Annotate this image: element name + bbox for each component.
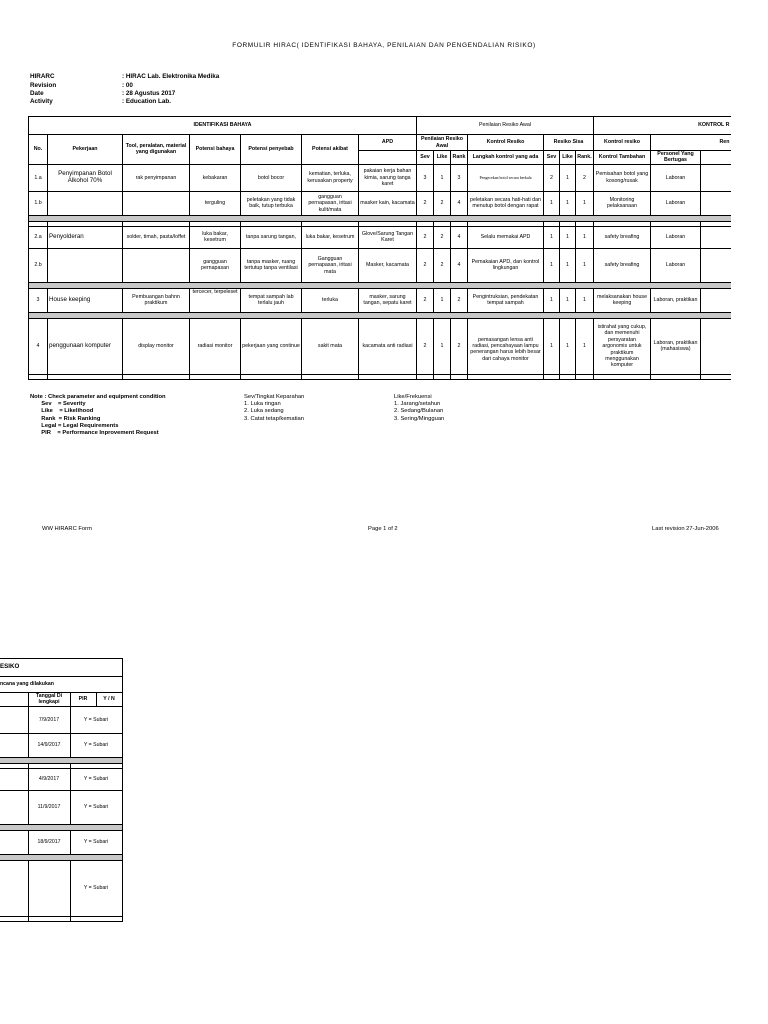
cell-sev2: 1 <box>544 318 560 374</box>
cell-rank2: 1 <box>576 191 594 215</box>
notes-likelihood: Like/Frekuensi 1. Jarang/setahun 2. Sedang/Bulanan 3. Sering/Mingguan <box>394 394 445 422</box>
cell-tool <box>123 248 190 282</box>
cell-like: 1 <box>434 288 451 312</box>
col-apd: APD <box>359 135 417 151</box>
cell-personel: Laboran, praktikan <box>651 288 701 312</box>
cell-sev: 3 <box>417 164 434 191</box>
cell-rank: 2 <box>451 318 468 374</box>
cell-like2: 1 <box>560 318 576 374</box>
cell-bahaya: tercecer, terpeleset <box>190 288 241 312</box>
col-like: Like <box>434 151 451 165</box>
cell-like: 2 <box>434 226 451 248</box>
cell-akibat: luka bakar, kesetrum <box>302 226 359 248</box>
cell-like: 1 <box>434 164 451 191</box>
col-potensi-akibat: Potensi akibat <box>302 135 359 165</box>
cell-apd: masker, sarung tangan, sepatu karet <box>359 288 417 312</box>
cell-bahaya: kebakaran <box>190 164 241 191</box>
cell-tambahan: Monitoring pelaksanaan <box>594 191 651 215</box>
col-potensi-penyebab: Potensi penyebab <box>241 135 302 165</box>
cell-bahaya: radiasi monitor <box>190 318 241 374</box>
page2-row <box>0 733 122 757</box>
hirarc-table <box>28 116 731 380</box>
cell-langkah: Pemakaian APD, dan kontrol lingkungan <box>468 248 544 282</box>
table-row <box>29 226 731 248</box>
col-langkah: Langkah kontrol yang ada <box>468 151 544 165</box>
cell-pekerjaan: penggunaan komputer <box>48 318 123 374</box>
cell-sev: 2 <box>417 288 434 312</box>
col-resiko-sisa: Resiko Sisa <box>544 135 594 151</box>
cell-rank2: 1 <box>576 226 594 248</box>
page2-yn: Y = Subari <box>70 790 122 824</box>
cell-like: 2 <box>434 248 451 282</box>
cell-penyebab: tanpa sarung tangan, <box>241 226 302 248</box>
header-kontrol: KONTROL R <box>594 117 731 135</box>
cell-sev: 2 <box>417 226 434 248</box>
cell-langkah: pemasangan lensa anti radiasi, pencahayaan lampu penerangan harus lebih besar dari cahaya monitor <box>468 318 544 374</box>
cell-blank <box>701 288 731 312</box>
cell-personel: Laboran <box>651 164 701 191</box>
col-tool: Tool, peralatan, material yang digunakan <box>123 135 190 165</box>
cell-tambahan: Pemisahan botol yang kosong/rusak <box>594 164 651 191</box>
main-table-clip <box>0 0 740 400</box>
cell-tambahan: safety breafing <box>594 248 651 282</box>
cell-apd: Masker, kacamata <box>359 248 417 282</box>
page2-subheader: ncana yang dilakukan <box>0 677 122 693</box>
cell-akibat: gangguan pernapasan, iritasi kulit/mata <box>302 191 359 215</box>
table-row <box>29 288 731 312</box>
form-title: FORMULIR HIRAC( IDENTIFIKASI BAHAYA, PENILAIAN DAN PENGENDALIAN RISIKO) <box>232 42 536 49</box>
cell-tambahan: safety breafing <box>594 226 651 248</box>
page2-header: ESIKO <box>0 659 122 677</box>
cell-pekerjaan <box>48 191 123 215</box>
page2-table <box>0 658 123 922</box>
meta-revision: Revision : 00 <box>30 82 133 89</box>
cell-rank: 3 <box>451 164 468 191</box>
page2-col-tanggal: Tanggal Di lengkapi <box>28 693 70 707</box>
page2-row <box>0 768 122 790</box>
cell-langkah: peletakan secara hati-hati dan menutup botol dengan rapat <box>468 191 544 215</box>
cell-sev2: 1 <box>544 248 560 282</box>
cell-tool: Pembuangan bahnn praktikum <box>123 288 190 312</box>
col-pekerjaan: Pekerjaan <box>48 135 123 165</box>
cell-rank: 4 <box>451 226 468 248</box>
col-sev2: Sev <box>544 151 560 165</box>
cell-like2: 1 <box>560 288 576 312</box>
col-kontrol-resiko: Kontrol Resiko <box>468 135 544 151</box>
cell-tambahan: melaksanakan house keeping <box>594 288 651 312</box>
cell-tool: rak penyimpanan <box>123 164 190 191</box>
footer-form-name: WW HIRARC Form <box>42 526 92 532</box>
cell-akibat: Gangguan pernapasan, iritasi mata <box>302 248 359 282</box>
meta-date: Date : 28 Agustus 2017 <box>30 90 176 97</box>
notes-legend: Note : Check parameter and equipment condition Sev = Severity Like = Likelihood Rank = Risk Ranking Legal = Legal Requirements PIR = Performance Inprovement Request <box>30 394 166 437</box>
col-kontrol-tambahan: Kontrol Tambahan <box>594 151 651 165</box>
col-rank2: Rank. <box>576 151 594 165</box>
cell-apd: kacamata anti radiasi <box>359 318 417 374</box>
page2-date: 11/9/2017 <box>28 790 70 824</box>
col-rank: Rank <box>451 151 468 165</box>
cell-rank: 2 <box>451 288 468 312</box>
page2-row <box>0 860 122 916</box>
page2-row <box>0 830 122 854</box>
col-penilaian-resiko-awal: Penilaian Resiko Awal <box>417 135 468 151</box>
cell-penyebab: botol bocor <box>241 164 302 191</box>
page2-row <box>0 790 122 824</box>
cell-sev2: 2 <box>544 164 560 191</box>
page2-yn: Y = Subari <box>70 733 122 757</box>
cell-akibat: sakit mata <box>302 318 359 374</box>
cell-penyebab: peletakan yang tidak baik, tutup terbuka <box>241 191 302 215</box>
cell-personel: Laboran <box>651 226 701 248</box>
page2-subheader-row <box>0 677 122 693</box>
cell-pekerjaan: House keeping <box>48 288 123 312</box>
cell-personel: Laboran, praktikan (mahasiswa) <box>651 318 701 374</box>
cell-no: 1.b <box>29 191 48 215</box>
col-apd-sub <box>359 151 417 165</box>
page2-yn: Y = Subari <box>70 860 122 916</box>
col-like2: Like <box>560 151 576 165</box>
col-kontrol-resiko-2: Kontrol resiko <box>594 135 651 151</box>
cell-tool: display monitor <box>123 318 190 374</box>
header-row-2 <box>29 135 731 151</box>
cell-tool: solder, timah, pasta/loffet <box>123 226 190 248</box>
page2-col-yn: Y / N <box>96 693 122 707</box>
cell-apd: pakaian kerja bahan kimia, sarung tanga karet <box>359 164 417 191</box>
cell-pekerjaan: Penyimpanan Botol Alkohol 70% <box>48 164 123 191</box>
table-row <box>29 248 731 282</box>
table-row <box>29 318 731 374</box>
cell-langkah: Selalu memakai APD <box>468 226 544 248</box>
cell-akibat: terluka <box>302 288 359 312</box>
col-sev: Sev <box>417 151 434 165</box>
cell-like2: 1 <box>560 226 576 248</box>
page2-colheader-row <box>0 693 122 707</box>
cell-bahaya: gangguan pernapasan <box>190 248 241 282</box>
page2-date <box>28 860 70 916</box>
cell-blank <box>701 248 731 282</box>
cell-apd: masker kain, kacamata <box>359 191 417 215</box>
cell-bahaya: terguling <box>190 191 241 215</box>
meta-activity: Activity : Education Lab. <box>30 98 171 105</box>
cell-langkah: Pengecekan botol secara berkala <box>468 164 544 191</box>
header-penilaian-awal: Penilaian Resiko Awal <box>417 117 594 135</box>
cell-no: 1.a <box>29 164 48 191</box>
cell-no: 3 <box>29 288 48 312</box>
cell-penyebab: tanpa masker, ruang tertutup tanpa ventilasi <box>241 248 302 282</box>
cell-sev2: 1 <box>544 191 560 215</box>
page2-col-pir: PIR <box>70 693 96 707</box>
col-blank <box>701 151 731 165</box>
cell-personel: Laboran <box>651 191 701 215</box>
meta-hirarc: HIRARC : HIRAC Lab. Elektronika Medika <box>30 73 220 80</box>
cell-sev: 2 <box>417 248 434 282</box>
cell-no: 2.b <box>29 248 48 282</box>
cell-rank2: 2 <box>576 164 594 191</box>
cell-blank <box>701 164 731 191</box>
page2-date: 14/9/2017 <box>28 733 70 757</box>
cell-rank2: 1 <box>576 248 594 282</box>
table-row <box>29 191 731 215</box>
header-row-1 <box>29 117 731 135</box>
cell-penyebab: pekerjaan yang continue <box>241 318 302 374</box>
cell-pekerjaan: Penyolderan <box>48 226 123 248</box>
cell-no: 4 <box>29 318 48 374</box>
cell-rank: 4 <box>451 191 468 215</box>
page2-yn: Y = Subari <box>70 706 122 733</box>
cell-blank <box>701 318 731 374</box>
page2-date: 18/9/2017 <box>28 830 70 854</box>
cell-sev2: 1 <box>544 226 560 248</box>
table-row <box>29 164 731 191</box>
cell-rank: 4 <box>451 248 468 282</box>
cell-tambahan: istirahat yang cukup, dan memenuhi persyaratan argonomis untuk praktikum menggunakan komputer <box>594 318 651 374</box>
cell-blank <box>701 226 731 248</box>
col-personel: Personel Yang Bertugas <box>651 151 701 165</box>
page2-date: 7/9/2017 <box>28 706 70 733</box>
page2-table-clip <box>0 658 123 932</box>
cell-penyebab: tempat sampah lab terlalu jauh <box>241 288 302 312</box>
cell-personel: Laboran <box>651 248 701 282</box>
cell-rank2: 1 <box>576 288 594 312</box>
page2-yn: Y = Subari <box>70 768 122 790</box>
cell-tool <box>123 191 190 215</box>
cell-like2: 1 <box>560 164 576 191</box>
cell-like: 1 <box>434 318 451 374</box>
cell-like2: 1 <box>560 191 576 215</box>
cell-no: 2.a <box>29 226 48 248</box>
cell-like: 2 <box>434 191 451 215</box>
cell-sev2: 1 <box>544 288 560 312</box>
cell-apd: Glove/Sarung Tangan Karet <box>359 226 417 248</box>
cell-pekerjaan <box>48 248 123 282</box>
cell-sev: 2 <box>417 191 434 215</box>
page2-header-row <box>0 659 122 677</box>
cell-like2: 1 <box>560 248 576 282</box>
col-potensi-bahaya: Potensi bahaya <box>190 135 241 165</box>
cell-sev: 2 <box>417 318 434 374</box>
notes-severity: Sev/Tingkat Keparahan 1. Luka ringan 2. Luka sedang 3. Catat tetap/kematian <box>244 394 305 422</box>
header-identifikasi: IDENTIFIKASI BAHAYA <box>29 117 417 135</box>
cell-blank <box>701 191 731 215</box>
page2-date: 4/9/2017 <box>28 768 70 790</box>
footer-page-number: Page 1 of 2 <box>368 526 398 532</box>
cell-rank2: 1 <box>576 318 594 374</box>
cell-langkah: Pengintruksian, pendekatan tempat sampah <box>468 288 544 312</box>
cell-bahaya: luka bakar, kesetrum <box>190 226 241 248</box>
row-spacer <box>29 374 731 379</box>
page2-yn: Y = Subari <box>70 830 122 854</box>
col-no: No. <box>29 135 48 165</box>
footer-revision: Last revision 27-Jun-2006 <box>652 526 719 532</box>
row-spacer <box>0 916 122 921</box>
page2-row <box>0 706 122 733</box>
col-ren: Ren <box>651 135 731 151</box>
cell-akibat: kematian, terluka, kerusakan property <box>302 164 359 191</box>
